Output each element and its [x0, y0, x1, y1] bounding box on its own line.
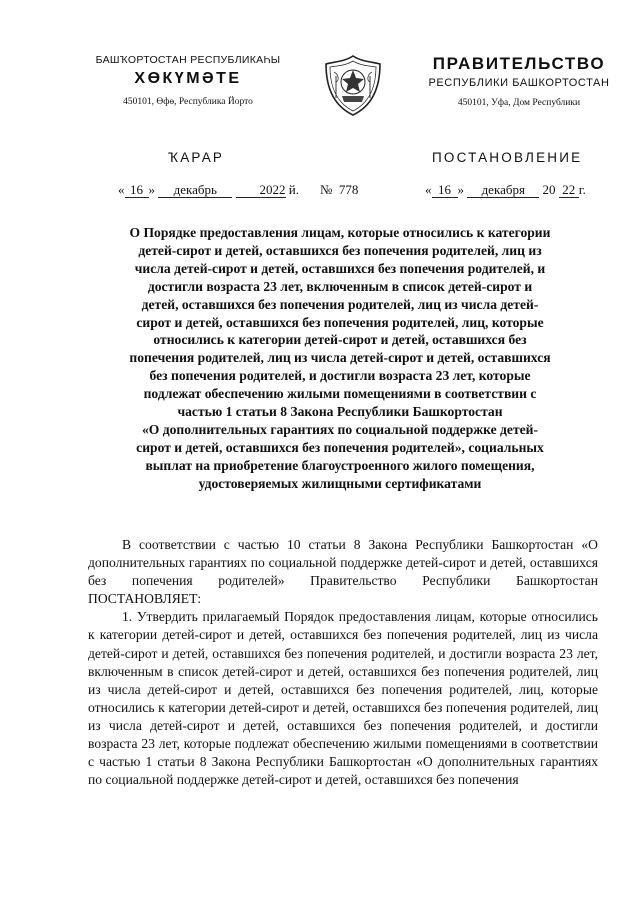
title-line: частью 1 статьи 8 Закона Республики Башкортостан [177, 404, 503, 420]
header-right-line2: РЕСПУБЛИКИ БАШКОРТОСТАН [428, 77, 610, 89]
date-right: « 16 » декабря 20 22 г. [425, 182, 586, 197]
title-line: попечения родителей, лиц из числа детей-сирот и детей, оставшихся [129, 350, 551, 366]
title-line: подлежат обеспечению жилыми помещениями в соответствии с [143, 386, 537, 402]
header-left-line1: БАШҠОРТОСТАН РЕСПУБЛИКАҺЫ [95, 54, 281, 66]
coat-of-arms-icon [322, 52, 384, 118]
date-left-year: 2022 [236, 183, 286, 198]
document-number [320, 182, 358, 198]
header-right [408, 54, 630, 108]
header-right-line1: ПРАВИТЕЛЬСТВО [432, 54, 606, 73]
date-left-day: 16 [125, 183, 149, 198]
doc-type-right: ПОСТАНОВЛЕНИЕ [432, 150, 583, 165]
title-line: числа детей-сирот и детей, оставшихся без попечения родителей, и [134, 260, 546, 276]
title-line: относились к категории детей-сирот и детей, оставшихся без [153, 332, 527, 348]
date-left: « 16 » декабрь 2022 й. [118, 182, 299, 197]
title-line: детей-сирот и детей, оставшихся без попечения родителей, лиц из [138, 242, 542, 258]
header-left [82, 54, 294, 107]
date-left-month: декабрь [158, 183, 232, 198]
title-line: сирот и детей, оставшихся без попечения родителей», социальных [136, 439, 544, 455]
number-value: 778 [338, 182, 359, 197]
title-line: сирот и детей, оставшихся без попечения родителей, лиц, которые [136, 314, 544, 330]
date-right-year: 22 [559, 183, 579, 198]
body-paragraph: В соответствии с частью 10 статьи 8 Закона Республики Башкортостан «О дополнительных гарантиях по социальной поддержке детей-сирот и детей, оставшихся без попечения родителей» Правительство Республики Башкортостан ПОСТАНОВЛЯЕТ: [88, 537, 598, 607]
title-line: без попечения родителей, и достигли возраста 23 лет, которые [149, 368, 531, 384]
title-line: достигли возраста 23 лет, включенным в список детей-сирот и [147, 278, 533, 294]
number-sign: № [320, 182, 333, 197]
header-left-line2: ХӨКҮМӘТЕ [134, 70, 242, 87]
title-line: выплат на приобретение благоустроенного жилого помещения, [145, 457, 535, 473]
title-line: «О дополнительных гарантиях по социальной поддержке детей- [141, 421, 539, 437]
date-right-month: декабря [467, 183, 539, 198]
title-line: удостоверяемых жилищными сертификатами [198, 475, 482, 491]
title-line: О Порядке предоставления лицам, которые относились к категории [129, 225, 551, 240]
document-title [80, 224, 600, 493]
title-line: детей, оставшихся без попечения родителей, лиц из числа детей- [141, 296, 539, 312]
date-right-day: 16 [432, 183, 458, 198]
body-paragraph: 1. Утвердить прилагаемый Порядок предоставления лицам, которые относились к категории детей-сирот и детей, оставшихся без попечения родителей, лиц из числа детей-сирот и детей, оставшихся без попечения родителей, и достигли возраста 23 лет, включенным в список детей-сирот и детей, оставшихся без попечения родителей, лиц из числа детей-сирот и детей, оставшихся без попечения родителей, лиц, которые относились к категории детей-сирот и детей, оставшихся без попечения родителей, лиц из числа детей-сирот и детей, оставшихся без попечения родителей, и достигли возраста 23 лет, которые подлежат обеспечению жилыми помещениями в соответствии с частью 1 статьи 8 Закона Республики Башкортостан «О дополнительных гарантиях по социальной поддержке детей-сирот и детей, оставшихся без попечения [88, 609, 598, 788]
header-right-address: 450101, Уфа, Дом Республики [457, 98, 581, 108]
header-left-address: 450101, Өфө, Республика Йорто [123, 97, 253, 107]
document-body [88, 536, 598, 789]
doc-type-left: ҠАРАР [168, 150, 225, 165]
